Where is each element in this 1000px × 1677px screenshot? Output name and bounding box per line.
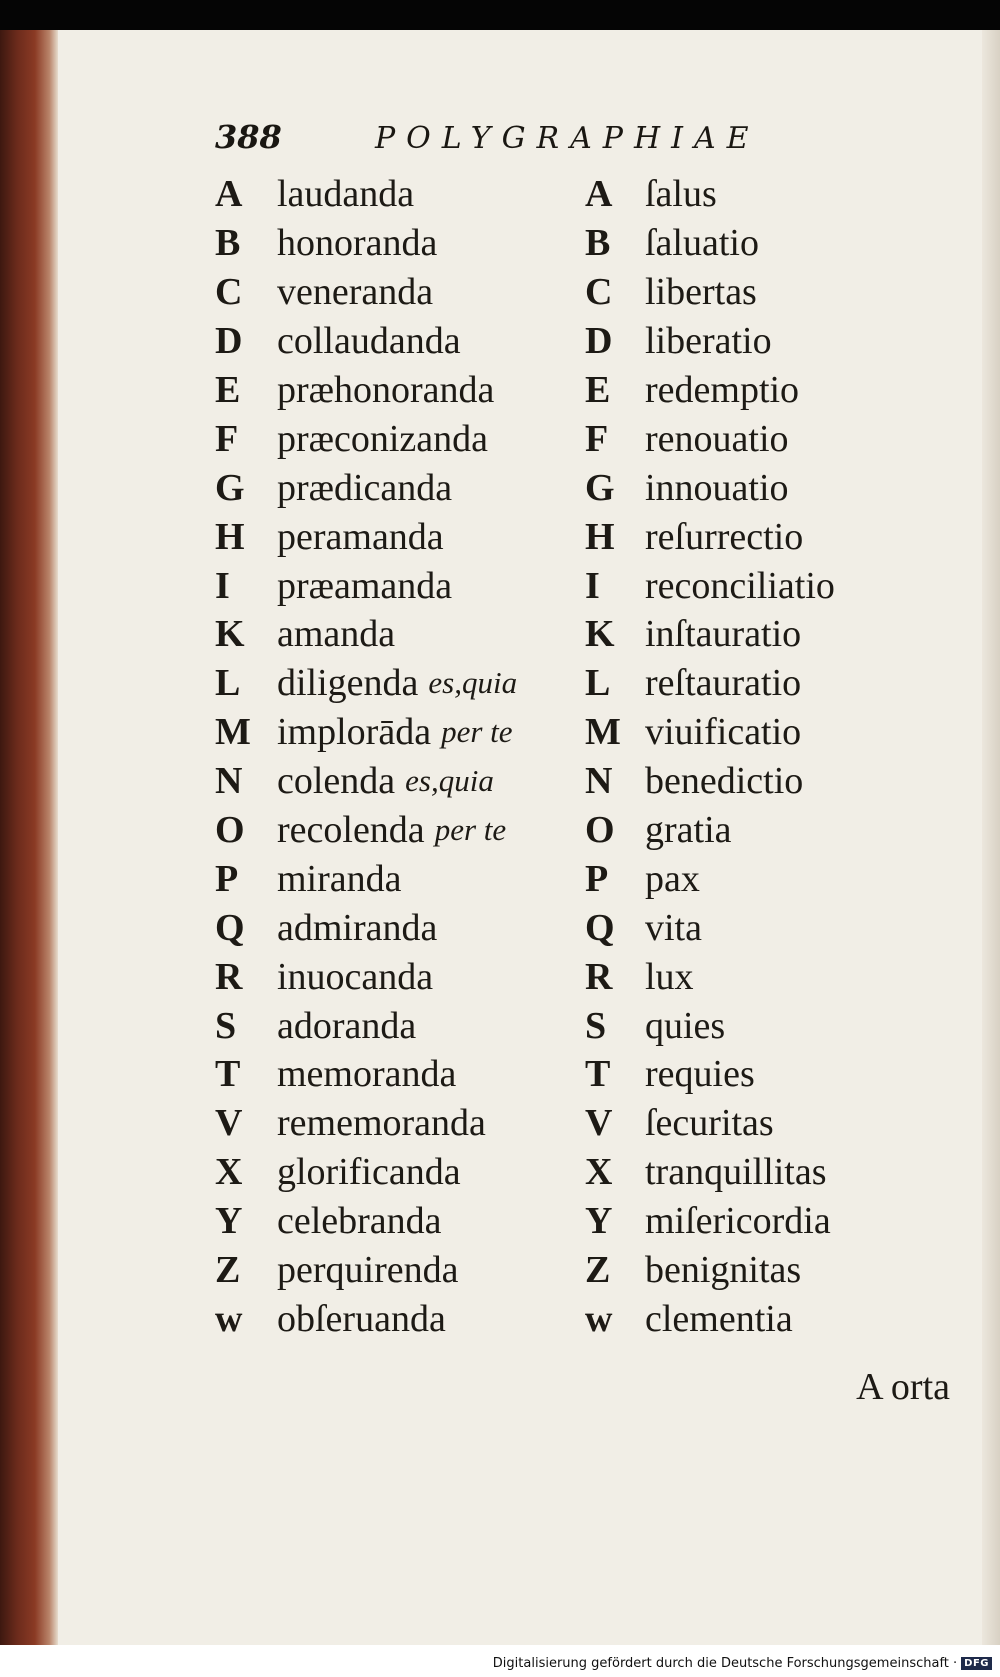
cipher-letter: F bbox=[585, 417, 609, 460]
cipher-letter: S bbox=[585, 1004, 607, 1047]
cipher-row bbox=[215, 1294, 625, 1343]
cipher-letter: N bbox=[215, 760, 243, 803]
cipher-word: diligenda bbox=[277, 662, 419, 705]
cipher-letter: K bbox=[215, 613, 245, 656]
cipher-row bbox=[585, 1148, 915, 1197]
cipher-word: recolenda bbox=[277, 809, 425, 852]
cipher-letter: E bbox=[585, 369, 611, 411]
cipher-word: ſalus bbox=[645, 173, 717, 216]
cipher-word: vita bbox=[645, 906, 702, 949]
cipher-letter: M bbox=[215, 711, 251, 754]
cipher-letter: B bbox=[585, 222, 611, 265]
cipher-letter: N bbox=[585, 760, 613, 803]
cipher-word: benignitas bbox=[645, 1249, 802, 1292]
cipher-word: rememoranda bbox=[277, 1102, 486, 1145]
cipher-letter: w bbox=[585, 1297, 613, 1340]
cipher-row bbox=[585, 463, 915, 512]
cipher-row bbox=[215, 317, 625, 366]
connector-phrase: per te bbox=[434, 812, 507, 848]
cipher-word: viuificatio bbox=[645, 711, 802, 754]
cipher-letter: D bbox=[585, 320, 613, 363]
cipher-letter: P bbox=[585, 857, 609, 900]
cipher-word: perquirenda bbox=[277, 1249, 459, 1292]
cipher-row bbox=[215, 1246, 625, 1295]
cipher-letter: w bbox=[215, 1297, 243, 1340]
cipher-row bbox=[585, 1050, 915, 1099]
cipher-row bbox=[585, 903, 915, 952]
right-cipher-column bbox=[585, 170, 915, 1343]
cipher-word: inſtauratio bbox=[645, 613, 802, 656]
cipher-row bbox=[215, 561, 625, 610]
credit-text: Digitalisierung gefördert durch die Deutsche Forschungsgemeinschaft · bbox=[492, 1655, 958, 1671]
cipher-letter: X bbox=[215, 1151, 243, 1194]
cipher-letter: S bbox=[215, 1004, 237, 1047]
cipher-word: renouatio bbox=[645, 417, 789, 460]
cipher-letter: P bbox=[215, 857, 239, 900]
cipher-letter: Y bbox=[215, 1200, 243, 1243]
cipher-letter: G bbox=[585, 466, 615, 509]
cipher-row bbox=[585, 610, 915, 659]
cipher-row bbox=[215, 1099, 625, 1148]
cipher-row bbox=[585, 854, 915, 903]
cipher-letter: T bbox=[585, 1053, 611, 1096]
page-right-edge bbox=[982, 30, 1000, 1645]
cipher-letter: Q bbox=[215, 906, 245, 949]
cipher-letter: R bbox=[215, 955, 243, 998]
cipher-letter: A bbox=[215, 173, 243, 216]
cipher-word: admiranda bbox=[277, 906, 438, 949]
cipher-row bbox=[585, 757, 915, 806]
cipher-word: veneranda bbox=[277, 271, 434, 314]
cipher-letter: Q bbox=[585, 906, 615, 949]
cipher-row bbox=[585, 1197, 915, 1246]
cipher-letter: V bbox=[585, 1102, 613, 1145]
cipher-word: pax bbox=[645, 857, 700, 900]
cipher-word: gratia bbox=[645, 809, 732, 852]
cipher-row bbox=[215, 1001, 625, 1050]
cipher-row bbox=[585, 1294, 915, 1343]
cipher-row bbox=[215, 806, 625, 855]
cipher-letter: H bbox=[585, 515, 615, 558]
cipher-letter: D bbox=[215, 320, 243, 363]
cipher-letter: F bbox=[215, 417, 239, 460]
cipher-row bbox=[585, 414, 915, 463]
cipher-row bbox=[215, 366, 625, 415]
cipher-word: inuocanda bbox=[277, 955, 434, 998]
cipher-word: miſericordia bbox=[645, 1200, 831, 1243]
cipher-letter: C bbox=[585, 271, 613, 314]
cipher-word: obſeruanda bbox=[277, 1297, 446, 1340]
cipher-row bbox=[585, 170, 915, 219]
cipher-row bbox=[215, 903, 625, 952]
cipher-letter: Y bbox=[585, 1200, 613, 1243]
cipher-word: tranquillitas bbox=[645, 1151, 827, 1194]
cipher-row bbox=[585, 659, 915, 708]
cipher-word: clementia bbox=[645, 1297, 793, 1340]
digitization-credit bbox=[493, 1653, 992, 1673]
cipher-letter: I bbox=[215, 564, 230, 607]
cipher-row bbox=[215, 170, 625, 219]
cipher-letter: B bbox=[215, 222, 241, 265]
cipher-row bbox=[585, 1246, 915, 1295]
cipher-word: implorāda bbox=[277, 711, 432, 754]
cipher-letter: Z bbox=[215, 1249, 241, 1292]
cipher-word: prædicanda bbox=[277, 466, 453, 509]
connector-phrase: per te bbox=[441, 714, 513, 750]
cipher-row bbox=[585, 317, 915, 366]
connector-phrase: es,quia bbox=[405, 763, 494, 799]
cipher-word: colenda bbox=[277, 760, 396, 803]
cipher-word: reconciliatio bbox=[645, 564, 835, 607]
cipher-row bbox=[585, 219, 915, 268]
cipher-row bbox=[585, 512, 915, 561]
dfg-logo: DFG bbox=[961, 1657, 992, 1670]
cipher-letter: M bbox=[585, 711, 621, 754]
cipher-letter: T bbox=[215, 1053, 241, 1096]
cipher-letter: A bbox=[585, 173, 613, 216]
cipher-letter: O bbox=[585, 809, 615, 852]
cipher-word: peramanda bbox=[277, 515, 444, 558]
cipher-row bbox=[585, 806, 915, 855]
cipher-word: honoranda bbox=[277, 222, 438, 265]
cipher-row bbox=[215, 1197, 625, 1246]
cipher-word: redemptio bbox=[645, 369, 800, 411]
cipher-word: celebranda bbox=[277, 1200, 442, 1243]
cipher-word: glorificanda bbox=[277, 1151, 461, 1194]
cipher-row bbox=[585, 952, 915, 1001]
cipher-row bbox=[215, 708, 625, 757]
cipher-row bbox=[215, 414, 625, 463]
cipher-word: præhonoranda bbox=[277, 369, 495, 411]
cipher-letter: I bbox=[585, 564, 600, 607]
cipher-word: liberatio bbox=[645, 320, 772, 363]
cipher-letter: H bbox=[215, 515, 245, 558]
cipher-letter: G bbox=[215, 466, 245, 509]
cipher-row bbox=[585, 1001, 915, 1050]
cipher-word: miranda bbox=[277, 857, 402, 900]
cipher-row bbox=[215, 463, 625, 512]
cipher-word: lux bbox=[645, 955, 694, 998]
cipher-row bbox=[585, 366, 915, 415]
cipher-row bbox=[215, 512, 625, 561]
cipher-row bbox=[215, 610, 625, 659]
cipher-word: præconizanda bbox=[277, 417, 489, 460]
running-title: POLYGRAPHIAE bbox=[375, 121, 760, 156]
cipher-word: innouatio bbox=[645, 466, 789, 509]
page-header bbox=[215, 118, 760, 166]
cipher-row bbox=[585, 561, 915, 610]
cipher-row bbox=[215, 219, 625, 268]
cipher-word: benedictio bbox=[645, 760, 804, 803]
cipher-letter: K bbox=[585, 613, 615, 656]
cipher-word: laudanda bbox=[277, 173, 415, 216]
cipher-word: adoranda bbox=[277, 1004, 417, 1047]
cipher-word: collaudanda bbox=[277, 320, 461, 363]
cipher-row bbox=[215, 757, 625, 806]
cipher-row bbox=[215, 1148, 625, 1197]
catchword: A orta bbox=[856, 1366, 950, 1408]
page-number: 388 bbox=[215, 118, 282, 156]
cipher-letter: L bbox=[585, 662, 611, 705]
cipher-letter: R bbox=[585, 955, 613, 998]
cipher-word: ſecuritas bbox=[645, 1102, 774, 1145]
cipher-letter: E bbox=[215, 369, 241, 411]
cipher-letter: C bbox=[215, 271, 243, 314]
cipher-row bbox=[585, 708, 915, 757]
cipher-letter: X bbox=[585, 1151, 613, 1194]
cipher-letter: Z bbox=[585, 1249, 611, 1292]
cipher-letter: V bbox=[215, 1102, 243, 1145]
binding-edge bbox=[0, 30, 58, 1645]
cipher-row bbox=[215, 268, 625, 317]
cipher-row bbox=[215, 1050, 625, 1099]
cipher-word: quies bbox=[645, 1004, 726, 1047]
connector-phrase: es,quia bbox=[428, 665, 518, 701]
cipher-word: libertas bbox=[645, 271, 757, 314]
cipher-word: requies bbox=[645, 1053, 755, 1096]
cipher-letter: O bbox=[215, 809, 245, 852]
cipher-letter: L bbox=[215, 662, 241, 705]
cipher-word: reſtauratio bbox=[645, 662, 802, 705]
cipher-word: reſurrectio bbox=[645, 515, 804, 558]
cipher-row bbox=[215, 854, 625, 903]
cipher-word: amanda bbox=[277, 613, 396, 656]
cipher-word: ſaluatio bbox=[645, 222, 759, 265]
cipher-row bbox=[585, 268, 915, 317]
left-cipher-column bbox=[215, 170, 625, 1343]
cipher-word: memoranda bbox=[277, 1053, 457, 1096]
cipher-word: præamanda bbox=[277, 564, 453, 607]
cipher-row bbox=[585, 1099, 915, 1148]
cipher-row bbox=[215, 659, 625, 708]
cipher-row bbox=[215, 952, 625, 1001]
